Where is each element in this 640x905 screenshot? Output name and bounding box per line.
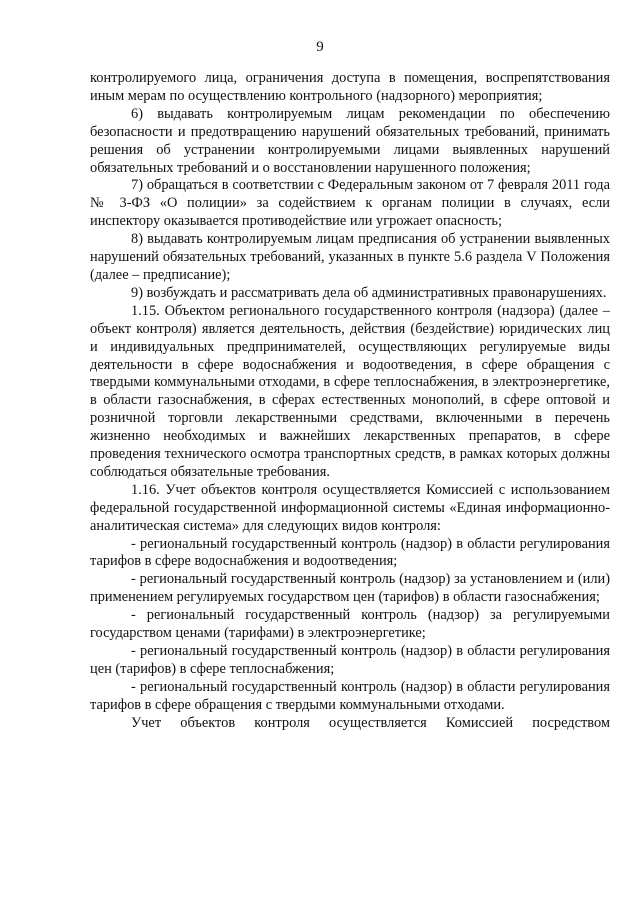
list-item-gas: - региональный государственный контроль (надзор) за установлением и (или) применением регулируемых государством цен (тарифов) в области газоснабжения; (90, 571, 610, 606)
paragraph-1: контролируемого лица, ограничения доступа в помещения, воспрепятствования иным мерам по осуществлению контрольного (надзорного) мероприятия; (90, 70, 610, 104)
list-item-water: - региональный государственный контроль (надзор) в области регулирования тарифов в сфере водоснабжения и водоотведения; (90, 535, 610, 570)
list-item-waste: - региональный государственный контроль (надзор) в области регулирования тарифов в сфере обращения с твердыми коммунальными отходами. (90, 678, 610, 713)
page-number: 9 (316, 39, 324, 55)
paragraph-item-7: 7) обращаться в соответствии с Федеральным законом от 7 февраля 2011 года № 3-ФЗ «О полиции» за содействием к органам полиции в случаях, если инспектору оказывается противодействие или угрожает опасность; (90, 177, 610, 230)
paragraph-1-16: 1.16. Учет объектов контроля осуществляется Комиссией с использованием федеральной государственной информационной системы «Единая информационно-аналитическая система» для следующих видов контроля: (90, 481, 610, 534)
list-item-electricity: - региональный государственный контроль (надзор) за регулируемыми государством ценами (тарифами) в электроэнергетике; (90, 607, 610, 642)
paragraph-item-8: 8) выдавать контролируемым лицам предписания об устранении выявленных нарушений обязательных требований, указанных в пункте 5.6 раздела V Положения (далее – предписание); (90, 231, 610, 283)
paragraph-final: Учет объектов контроля осуществляется Комиссией посредством (131, 714, 610, 731)
paragraph-item-9: 9) возбуждать и рассматривать дела об административных правонарушениях. (131, 284, 607, 301)
list-item-heat: - региональный государственный контроль (надзор) в области регулирования цен (тарифов) в сфере теплоснабжения; (90, 643, 610, 677)
document-body (90, 70, 610, 733)
paragraph-1-15: 1.15. Объектом регионального государственного контроля (надзора) (далее – объект контроля) является деятельность, действия (бездействие) юридических лиц и индивидуальных предпринимателей, осуществляющих регулируемые виды деятельности в сфере водоснабжения и водоотведения, в сфере обращения с твердыми коммунальными отходами, в сфере теплоснабжения, в электроэнергетике, в области газоснабжения, в сферах естественных монополий, в сфере оптовой и розничной торговли лекарственными средствами, включенными в перечень жизненно необходимых и важнейших лекарственных препаратов, в сфере проведения технического осмотра транспортных средств, в рамках которых должны соблюдаться обязательные требования. (90, 302, 610, 480)
paragraph-item-6: 6) выдавать контролируемым лицам рекомендации по обеспечению безопасности и предотвращению нарушений обязательных требований, принимать решения об устранении контролируемыми лицами выявленных нарушений обязательных требований и о восстановлении нарушенного положения; (90, 105, 610, 176)
